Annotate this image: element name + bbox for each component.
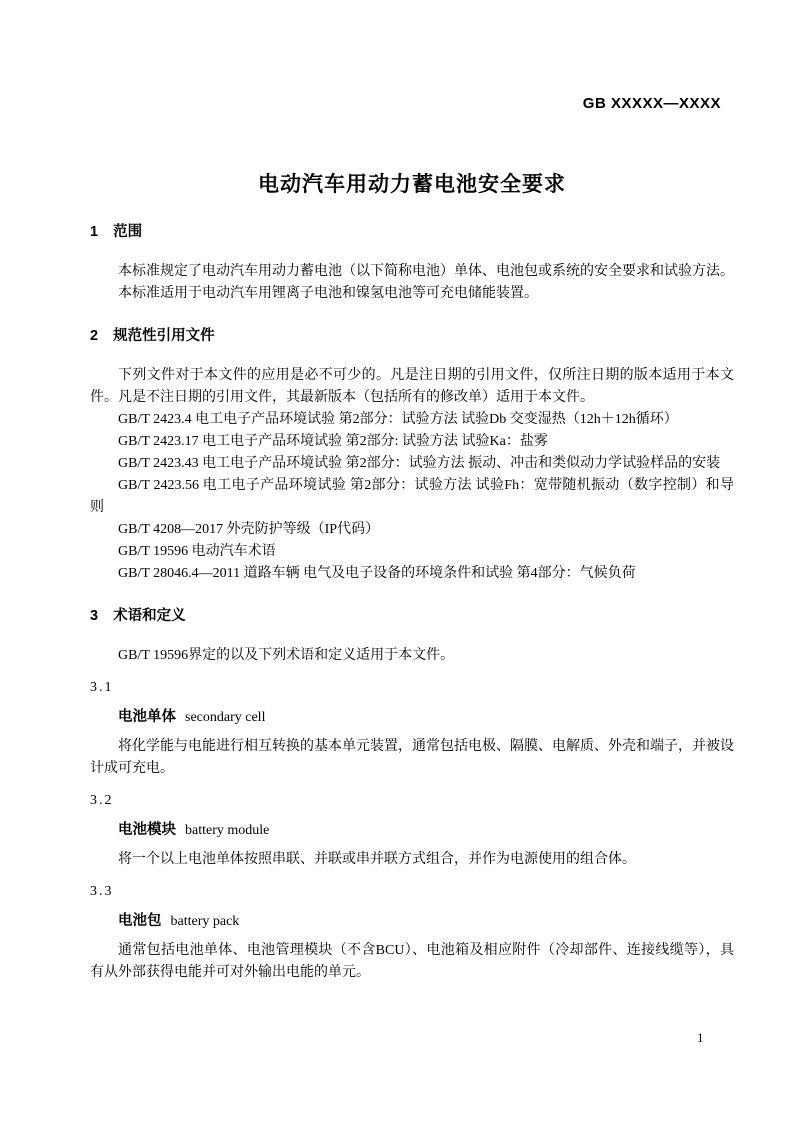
term-name-en: battery pack [170, 914, 240, 929]
page-number: 1 [697, 1030, 704, 1045]
clause-title: 术语和定义 [113, 608, 186, 624]
standard-code: GB XXXXX—XXXX [582, 95, 721, 112]
term-definition-title [90, 910, 734, 933]
term-name-zh: 电池单体 [118, 709, 176, 725]
clause-heading [90, 606, 734, 626]
paragraph: 本标准适用于电动汽车用锂离子电池和镍氢电池等可充电储能装置。 [118, 286, 538, 301]
term-number: 3.1 [90, 680, 114, 695]
clause-heading [90, 326, 734, 346]
reference-item: GB/T 2423.43 电工电子产品环境试验 第2部分：试验方法 振动、冲击和类似动力学试验样品的安装 [118, 456, 721, 471]
clause-number: 1 [90, 224, 99, 240]
document-body [90, 222, 734, 984]
document-title: 电动汽车用动力蓄电池安全要求 [258, 173, 566, 196]
clause-title: 范围 [113, 224, 143, 240]
term-name-en: battery module [185, 823, 270, 838]
reference-item: GB/T 28046.4—2011 道路车辆 电气及电子设备的环境条件和试验 第4部分：气候负荷 [118, 566, 636, 581]
term-definition-title [90, 706, 734, 729]
paragraph: GB/T 19596界定的以及下列术语和定义适用于本文件。 [118, 648, 455, 663]
clause-number: 3 [90, 608, 99, 624]
reference-item: GB/T 4208—2017 外壳防护等级（IP代码） [118, 522, 380, 537]
term-definition-title [90, 819, 734, 842]
reference-item: GB/T 19596 电动汽车术语 [118, 544, 276, 559]
term-name-en: secondary cell [185, 710, 266, 725]
term-name-zh: 电池模块 [118, 822, 176, 838]
paragraph: 下列文件对于本文件的应用是必不可少的。凡是注日期的引用文件，仅所注日期的版本适用于本文件。凡是不注日期的引用文件，其最新版本（包括所有的修改单）适用于本文件。 [90, 368, 734, 405]
paragraph: 将一个以上电池单体按照串联、并联或串并联方式组合，并作为电源使用的组合体。 [118, 852, 636, 867]
reference-item: GB/T 2423.17 电工电子产品环境试验 第2部分: 试验方法 试验Ka：盐雾 [118, 434, 548, 449]
term-name-zh: 电池包 [118, 913, 162, 929]
document-content [90, 0, 734, 984]
paragraph: 通常包括电池单体、电池管理模块（不含BCU）、电池箱及相应附件（冷却部件、连接线缆等），具有从外部获得电能并可对外输出电能的单元。 [90, 943, 734, 980]
clause-heading [90, 222, 734, 242]
reference-item: GB/T 2423.4 电工电子产品环境试验 第2部分：试验方法 试验Db 交变湿热（12h＋12h循环） [118, 412, 678, 427]
reference-item: GB/T 2423.56 电工电子产品环境试验 第2部分：试验方法 试验Fh：宽带随机振动（数字控制）和导则 [90, 478, 734, 515]
paragraph: 本标准规定了电动汽车用动力蓄电池（以下简称电池）单体、电池包或系统的安全要求和试验方法。 [118, 264, 734, 279]
clause-title: 规范性引用文件 [113, 328, 215, 344]
term-number: 3.2 [90, 793, 114, 808]
paragraph: 将化学能与电能进行相互转换的基本单元装置，通常包括电极、隔膜、电解质、外壳和端子，并被设计成可充电。 [90, 739, 734, 776]
clause-number: 2 [90, 328, 99, 344]
term-number: 3.3 [90, 884, 114, 899]
